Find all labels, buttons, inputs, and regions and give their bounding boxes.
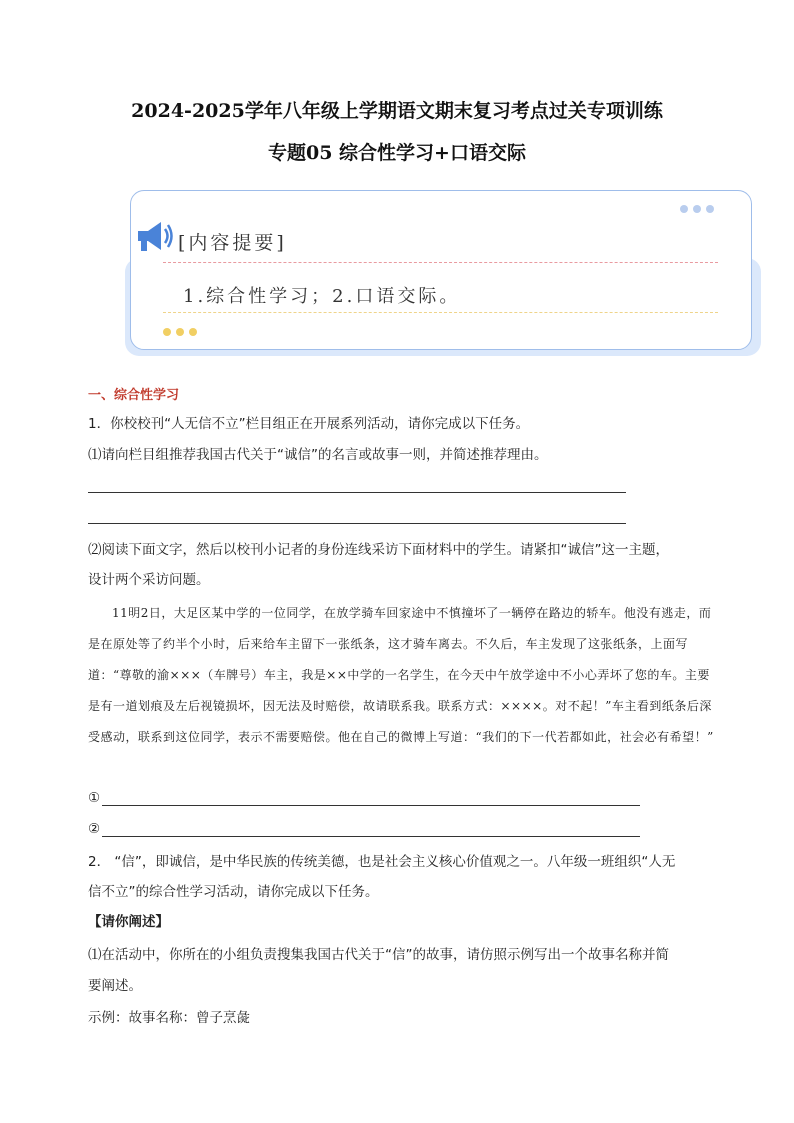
decorative-dots-bottom	[163, 328, 197, 336]
answer-marker-2: ②	[88, 821, 101, 837]
decorative-dots-top	[680, 205, 714, 213]
question-1-part-1: ⑴请向栏目组推荐我国古代关于“诚信”的名言或故事一则，并简述推荐理由。	[88, 447, 548, 463]
section-title: 一、综合性学习	[88, 388, 180, 403]
question-1-part-2-line2: 设计两个采访问题。	[88, 572, 210, 588]
answer-line[interactable]	[88, 492, 626, 493]
reading-passage: 11明2日，大足区某中学的一位同学，在放学骑车回家途中不慎撞坏了一辆停在路边的轿车。他没有逃走，而是在原处等了约半个小时，后来给车主留下一张纸条，这才骑车离去。不久后，车主发现了这张纸条，上面写道：“尊敬的渝×××（车牌号）车主，我是××中学的一名学生，在今天中午放学途中不小心弄坏了您的车。主要是有一道划痕及左后视镜损坏，因无法及时赔偿，故请联系我。联系方式：××××。对不起！”车主看到纸条后深受感动，联系到这位同学，表示不需要赔偿。他在自己的微博上写道：“我们的下一代若都如此，社会必有希望！”	[88, 606, 714, 744]
question-2-line2: 信不立”的综合性学习活动，请你完成以下任务。	[88, 884, 379, 900]
answer-line[interactable]	[88, 523, 626, 524]
answer-line-2[interactable]	[102, 836, 640, 837]
answer-line-1[interactable]	[102, 805, 640, 806]
summary-items: 1.综合性学习；2.口语交际。	[183, 286, 461, 307]
question-1-intro: 1．你校校刊“人无信不立”栏目组正在开展系列活动，请你完成以下任务。	[88, 416, 530, 432]
question-2-line1: 2． “信”，即诚信，是中华民族的传统美德，也是社会主义核心价值观之一。八年级一班组织“人无	[88, 854, 676, 870]
example-text: 示例：故事名称：曾子烹彘	[88, 1010, 250, 1026]
summary-heading: [内容提要]	[178, 232, 287, 254]
question-2-part-1-line2: 要阐述。	[88, 978, 142, 994]
task-heading: 【请你阐述】	[88, 914, 169, 930]
megaphone-icon	[134, 218, 174, 260]
question-1-part-2-line1: ⑵阅读下面文字，然后以校刊小记者的身份连线采访下面材料中的学生。请紧扣“诚信”这一主题，	[88, 542, 669, 558]
question-2-part-1-line1: ⑴在活动中，你所在的小组负责搜集我国古代关于“信”的故事，请仿照示例写出一个故事名称并简	[88, 947, 669, 963]
document-title: 2024-2025学年八年级上学期语文期末复习考点过关专项训练	[131, 100, 663, 122]
answer-marker-1: ①	[88, 790, 101, 806]
divider	[163, 312, 718, 313]
divider	[163, 262, 718, 263]
summary-card	[130, 190, 752, 350]
document-subtitle: 专题05 综合性学习+口语交际	[268, 142, 526, 164]
